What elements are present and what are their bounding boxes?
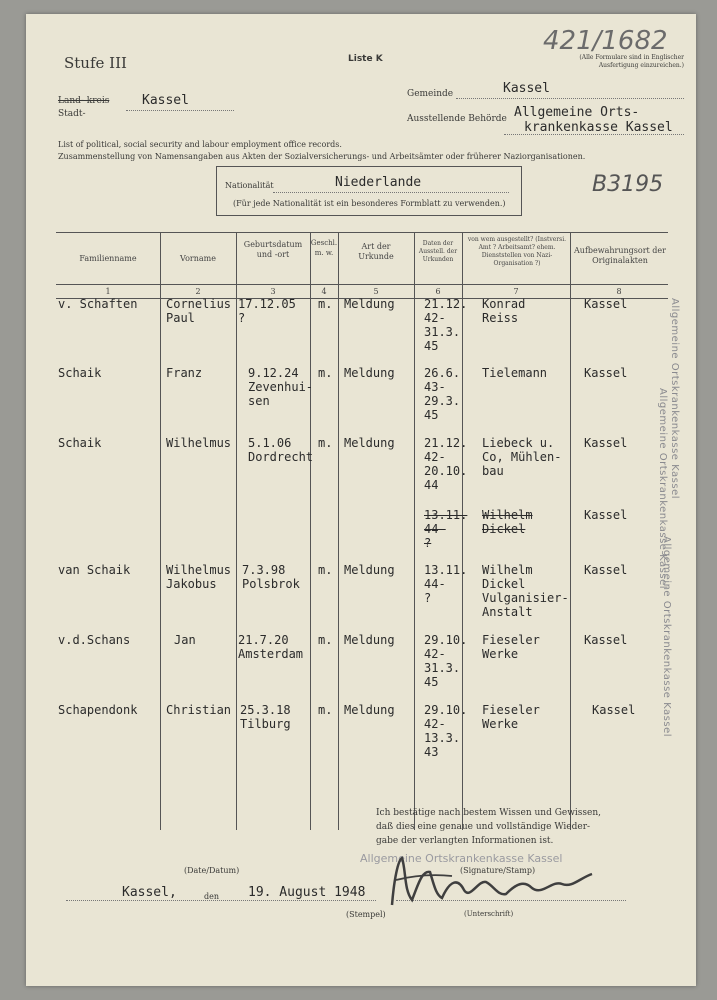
- behoerde-label: Ausstellende Behörde: [407, 114, 507, 124]
- cell-ort: Kassel: [584, 633, 628, 647]
- table-top-border: [56, 232, 668, 233]
- behoerde-dots: [504, 134, 684, 135]
- cell-familienname: v. Schaften: [58, 297, 138, 311]
- cell-von-wem: Wilhelm Dickel: [482, 508, 533, 536]
- date-label: (Date/Datum): [184, 866, 240, 875]
- nationality-note: (Für jede Nationalität ist ein besonderes Formblatt zu verwenden.): [233, 199, 506, 208]
- cell-von-wem: Konrad Reiss: [482, 297, 526, 325]
- gemeinde-dots: [456, 98, 684, 99]
- pencil-mark: B3195: [592, 172, 664, 197]
- cell-geburt: 7.3.98 Polsbrok: [242, 563, 300, 591]
- cell-ort: Kassel: [592, 703, 636, 717]
- archive-number: 421/1682: [543, 26, 668, 56]
- cell-art: Meldung: [344, 703, 395, 717]
- cell-von-wem: Wilhelm Dickel Vulganisier- Anstalt: [482, 563, 569, 619]
- behoerde-value-2: krankenkasse Kassel: [524, 120, 673, 135]
- english-line: List of political, social security and labour employment office records.: [58, 140, 342, 149]
- cell-ort: Kassel: [584, 436, 628, 450]
- cell-geschlecht: m.: [318, 436, 333, 450]
- column-divider: [414, 232, 415, 830]
- cell-geburt: 25.3.18 Tilburg: [240, 703, 291, 731]
- cell-ort: Kassel: [584, 563, 628, 577]
- landkreis-dots: [126, 110, 234, 111]
- document-page: [26, 14, 696, 986]
- cell-vorname: Cornelius Paul: [166, 297, 232, 325]
- institution-stamp: Allgemeine Ortskrankenkasse Kassel: [360, 852, 563, 865]
- cell-von-wem: Liebeck u. Co, Mühlen- bau: [482, 436, 562, 478]
- column-header-geschlecht: Geschl. m. w.: [310, 239, 338, 257]
- place-value: Kassel,: [122, 885, 177, 900]
- cell-geburt: 5.1.06 Dordrecht: [248, 436, 314, 464]
- table-header-separator: [56, 284, 668, 285]
- stufe-label: Stufe III: [64, 54, 127, 72]
- cell-art: Meldung: [344, 563, 395, 577]
- cell-von-wem: Fieseler Werke: [482, 633, 540, 661]
- column-number: 4: [321, 287, 327, 296]
- cell-ort: Kassel: [584, 297, 628, 311]
- column-number: 3: [270, 287, 276, 296]
- cell-daten: 21.12. 42- 20.10. 44: [424, 436, 468, 492]
- cell-vorname: Jan: [174, 633, 196, 647]
- column-divider: [338, 232, 339, 830]
- unterschrift-label: (Unterschrift): [464, 910, 514, 918]
- landkreis-value: Kassel: [142, 93, 189, 108]
- vertical-stamp: Allgemeine Ortskrankenkasse Kassel: [669, 298, 680, 499]
- cell-daten: 13.11. 44- ?: [424, 508, 468, 550]
- cell-daten: 13.11. 44- ?: [424, 563, 468, 605]
- behoerde-value-1: Allgemeine Orts-: [514, 105, 640, 120]
- date-dots: [66, 900, 376, 901]
- column-header-daten: Daten der Ausstell. der Urkunden: [418, 240, 458, 263]
- column-number: 6: [435, 287, 441, 296]
- column-header-vorname: Vorname: [180, 254, 216, 263]
- signature-label: (Signature/Stamp): [460, 866, 536, 875]
- cell-geburt: 9.12.24 Zevenhui- sen: [248, 366, 314, 408]
- confirmation-line-1: Ich bestätige nach bestem Wissen und Gewissen,: [376, 808, 602, 818]
- column-header-art: Art der Urkunde: [358, 242, 394, 261]
- cell-daten: 21.12. 42- 31.3. 45: [424, 297, 468, 353]
- cell-art: Meldung: [344, 633, 395, 647]
- nationality-box: [216, 166, 522, 216]
- cell-art: Meldung: [344, 297, 395, 311]
- column-header-aufbewahrungsort: Aufbewahrungsort der Originalakten: [574, 246, 666, 265]
- cell-geschlecht: m.: [318, 366, 333, 380]
- cell-geburt: 17.12.05 ?: [238, 297, 296, 325]
- column-divider: [570, 232, 571, 830]
- signature-scribble: [382, 850, 612, 910]
- cell-von-wem: Fieseler Werke: [482, 703, 540, 731]
- cell-art: Meldung: [344, 366, 395, 380]
- confirmation-line-3: gabe der verlangten Informationen ist.: [376, 836, 554, 846]
- confirmation-line-2: daß dies eine genaue und vollständige Wieder-: [376, 822, 591, 832]
- cell-familienname: van Schaik: [58, 563, 131, 577]
- gemeinde-value: Kassel: [503, 81, 550, 96]
- stadt-label: Stadt-: [58, 109, 86, 119]
- column-divider: [160, 232, 161, 830]
- date-value: 19. August 1948: [248, 885, 366, 900]
- corner-note: (Alle Formulare sind in Englischer Ausfertigung einzureichen.): [579, 54, 684, 69]
- cell-familienname: Schaik: [58, 366, 102, 380]
- cell-geschlecht: m.: [318, 297, 333, 311]
- cell-geschlecht: m.: [318, 703, 333, 717]
- cell-daten: 29.10. 42- 13.3. 43: [424, 703, 468, 759]
- cell-ort: Kassel: [584, 508, 628, 522]
- nationality-value: Niederlande: [335, 175, 422, 190]
- german-line: Zusammenstellung von Namensangaben aus Akten der Sozialversicherungs- und Arbeitsämter oder früherer Naziorganisationen.: [58, 152, 586, 161]
- column-number: 7: [513, 287, 519, 296]
- gemeinde-label: Gemeinde: [407, 89, 454, 99]
- column-number: 2: [195, 287, 201, 296]
- nationality-label: Nationalität: [225, 181, 274, 190]
- cell-vorname: Franz: [166, 366, 203, 380]
- column-number: 1: [105, 287, 111, 296]
- column-divider: [310, 232, 311, 830]
- cell-vorname: Wilhelmus: [166, 436, 232, 450]
- column-number: 5: [373, 287, 379, 296]
- vertical-stamp: Allgemeine Ortskrankenkasse Kassel: [661, 536, 672, 737]
- cell-von-wem: Tielemann: [482, 366, 548, 380]
- column-header-familienname: Familienname: [79, 254, 137, 263]
- stempel-label: (Stempel): [346, 910, 386, 919]
- cell-geburt: 21.7.20 Amsterdam: [238, 633, 304, 661]
- landkreis-label: Land- kreis: [58, 96, 110, 106]
- nationality-dots: [273, 192, 509, 193]
- cell-vorname: Christian: [166, 703, 232, 717]
- liste-label: Liste K: [348, 54, 383, 64]
- vertical-stamp: Allgemeine Ortskrankenkasse Kassel: [657, 388, 668, 589]
- column-number: 8: [616, 287, 622, 296]
- cell-vorname: Wilhelmus Jakobus: [166, 563, 232, 591]
- cell-art: Meldung: [344, 436, 395, 450]
- cell-familienname: v.d.Schans: [58, 633, 131, 647]
- cell-ort: Kassel: [584, 366, 628, 380]
- cell-geschlecht: m.: [318, 563, 333, 577]
- cell-familienname: Schapendonk: [58, 703, 138, 717]
- cell-geschlecht: m.: [318, 633, 333, 647]
- cell-daten: 26.6. 43- 29.3. 45: [424, 366, 461, 422]
- cell-familienname: Schaik: [58, 436, 102, 450]
- column-header-geburtsdatum: Geburtsdatum und -ort: [243, 240, 303, 259]
- den-label: den: [204, 892, 220, 901]
- column-header-von-wem: von wem ausgestellt? (Instversi. Amt ? Arbeitsamt? ehem. Dienststellen von Nazi-Organisation ?): [467, 236, 567, 267]
- column-divider: [236, 232, 237, 830]
- cell-daten: 29.10. 42- 31.3. 45: [424, 633, 468, 689]
